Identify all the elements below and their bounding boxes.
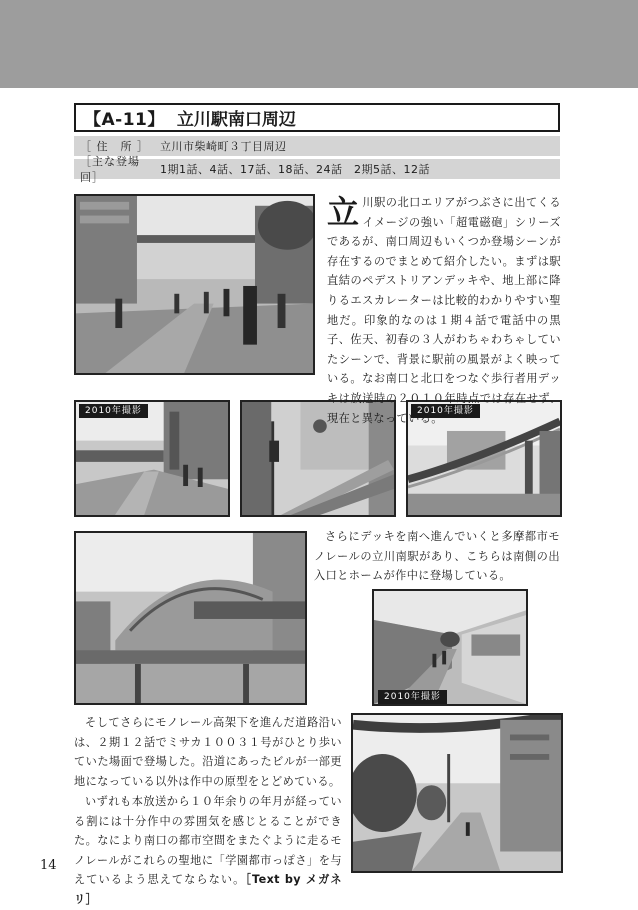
article-paragraph-2 (314, 527, 560, 586)
paragraph-4-text: いずれも本放送から１０年余りの年月が経っている割には十分作中の雰囲気を感じとることができた。なにより南口の都市空間をまたぐように走るモノレールがこれらの聖地に「学園都市っぽさ」を与えているよう思えてならない。 (74, 795, 342, 887)
paragraph-2-text: さらにデッキを南へ進んでいくと多摩都市モノレールの立川南駅があり、こちらは南側の出入口とホームが作中に登場している。 (314, 530, 560, 583)
address-value: 立川市柴崎町３丁目周辺 (160, 140, 287, 153)
header-band (0, 0, 638, 88)
paragraph-3-text: そしてさらにモノレール高架下を進んだ道路沿いは、２期１２話でミサカ１００３１号がひとり歩いていた場面で登場した。沿道にあったビルが一部更地になっている以外は作中の原型をとどめている。 (74, 716, 342, 788)
address-label: ［ 住 所 ］ (80, 140, 149, 153)
spot-code: 【A-11】 (84, 110, 165, 130)
spot-title-box (74, 103, 560, 132)
episodes-value: 1期1話、4話、17話、18話、24話 2期5話、12話 (160, 163, 430, 176)
spot-title: 立川駅南口周辺 (176, 110, 296, 130)
dropcap: 立 (327, 193, 360, 231)
caption-photo-a: 2010年撮影 (79, 404, 148, 418)
caption-photo-c: 2010年撮影 (378, 690, 447, 704)
photo-tachikawa-minami-station (74, 531, 307, 705)
caption-photo-b: 2010年撮影 (411, 404, 480, 418)
photo-street-under-monorail (351, 713, 563, 873)
page-number: 14 (40, 858, 57, 873)
article-paragraph-4 (74, 792, 342, 910)
episodes-label: ［主な登場回］ (80, 155, 140, 184)
photo-platform-2010 (372, 589, 528, 706)
article-credit: ［Text by メガネリ］ (74, 873, 342, 906)
paragraph-1-text: 川駅の北口エリアがつぶさに出てくるイメージの強い「超電磁砲」シリーズであるが、南口周辺もいくつか登場シーンが存在するのでまとめて紹介したい。まずは駅直結のペデストリアンデッキや、地上部に降りるエスカレーターは比較的わかりやすい聖地だ。印象的なのは１期４話で電話中の黒子、佐天、初春の３人がわちゃわちゃしていたシーンで、背景に駅前の風景がよく映っている。なお南口と北口をつなぐ歩行者用デッキは放送時の２０１０年時点では存在せず、現在と異なっている。 (327, 196, 561, 425)
photo-south-exit-deck (74, 194, 315, 375)
article-paragraph-1 (327, 193, 561, 428)
article-paragraph-3 (74, 713, 342, 791)
episodes-row (74, 155, 560, 184)
